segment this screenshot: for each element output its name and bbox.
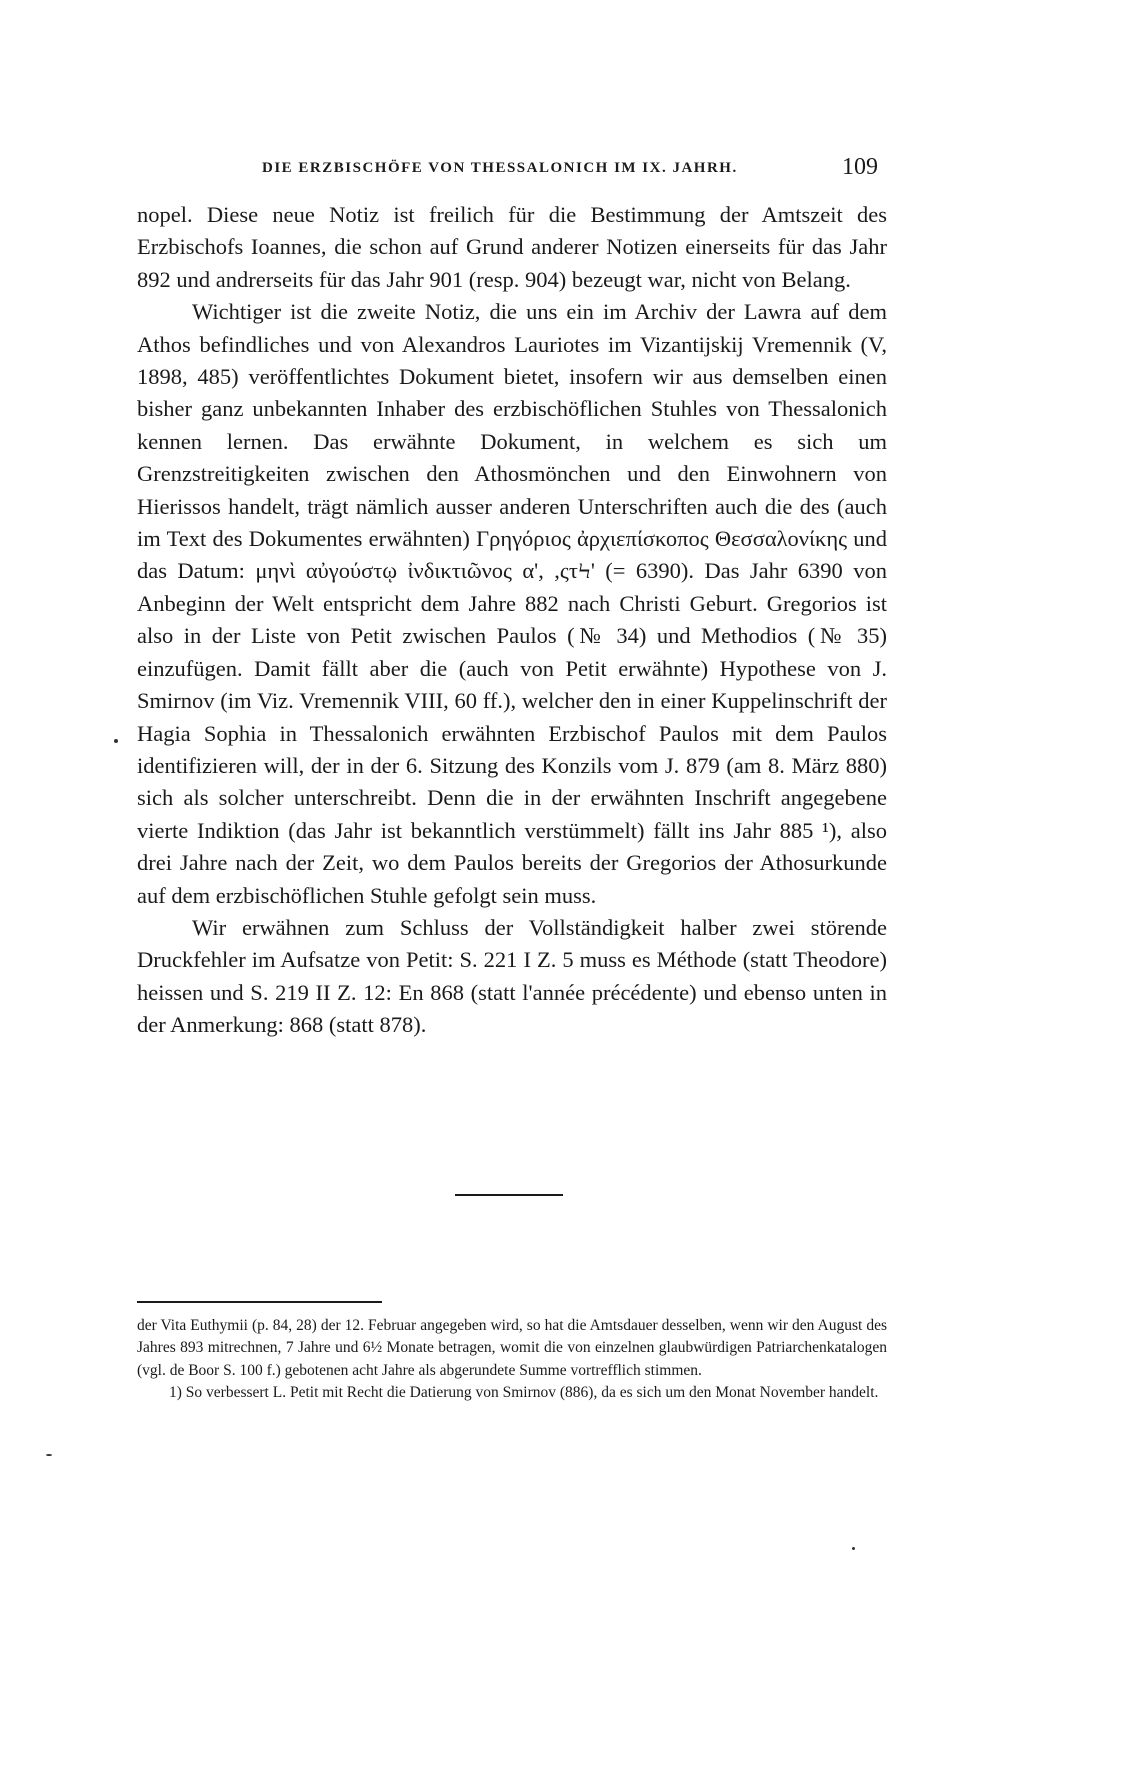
footnotes [137,1315,887,1405]
scan-speck [852,1547,855,1550]
paragraph-1: nopel. Diese neue Notiz ist freilich für die Bestimmung der Amtszeit des Erzbischofs Ioannes, die schon auf Grund anderer Notizen einerseits für das Jahr 892 und andrerseits für das Jahr 901 (resp. 904) bezeugt war, nicht von Belang. [137,202,887,292]
page-number: 109 [842,154,878,180]
footnote-continuation: der Vita Euthymii (p. 84, 28) der 12. Februar angegeben wird, so hat die Amtsdauer desselben, wenn wir den August des Jahres 893 mitrechnen, 7 Jahre und 6½ Monate betragen, womit die von einzelnen glaubwürdigen Patriarchenkatalogen (vgl. de Boor S. 100 f.) gebotenen acht Jahre als abgerundete Summe vortrefflich stimmen. [137,1317,887,1379]
running-head: DIE ERZBISCHÖFE VON THESSALONICH IM IX. JAHRH. [262,160,738,176]
section-end-rule [455,1194,563,1196]
paragraph-3: Wir erwähnen zum Schluss der Vollständigkeit halber zwei störende Druckfehler im Aufsatze von Petit: S. 221 I Z. 5 muss es Méthode (statt Theodore) heissen und S. 219 II Z. 12: En 868 (statt l'année précédente) und ebenso unten in der Anmerkung: 868 (statt 878). [137,914,887,1038]
footnote-rule [137,1301,382,1303]
main-text [137,199,887,1042]
scan-speck [114,739,118,743]
scan-speck [46,1454,52,1456]
footnote-1: 1) So verbessert L. Petit mit Recht die Datierung von Smirnov (886), da es sich um den Monat November handelt. [169,1384,879,1402]
paragraph-2: Wichtiger ist die zweite Notiz, die uns ein im Archiv der Lawra auf dem Athos befindliches und von Alexandros Lauriotes im Vizantijskij Vremennik (V, 1898, 485) veröffentlichtes Dokument bietet, insofern wir aus demselben einen bisher ganz unbekannten Inhaber des erzbischöflichen Stuhles von Thessalonich kennen lernen. Das erwähnte Dokument, in welchem es sich um Grenzstreitigkeiten zwischen den Athosmönchen und den Einwohnern von Hierissos handelt, trägt nämlich ausser anderen Unterschriften auch die des (auch im Text des Dokumentes erwähnten) Γρηγόριος ἀρχιεπίσκοπος Θεσσαλονίκης und das Datum: μηνὶ αὐγούστῳ ἰνδικτιῶνος α', ,ςτϞ' (= 6390). Das Jahr 6390 von Anbeginn der Welt entspricht dem Jahre 882 nach Christi Geburt. Gregorios ist also in der Liste von Petit zwischen Paulos (№ 34) und Methodios (№ 35) einzufügen. Damit fällt aber die (auch von Petit erwähnte) Hypothese von J. Smirnov (im Viz. Vremennik VIII, 60 ff.), welcher den in einer Kuppelinschrift der Hagia Sophia in Thessalonich erwähnten Erzbischof Paulos mit dem Paulos identifizieren will, der in der 6. Sitzung des Konzils vom J. 879 (am 8. März 880) sich als solcher unterschreibt. Denn die in der erwähnten Inschrift angegebene vierte Indiktion (das Jahr ist bekanntlich verstümmelt) fällt ins Jahr 885 ¹), also drei Jahre nach der Zeit, wo dem Paulos bereits der Gregorios der Athosurkunde auf dem erzbischöflichen Stuhle gefolgt sein muss. [137,299,887,908]
